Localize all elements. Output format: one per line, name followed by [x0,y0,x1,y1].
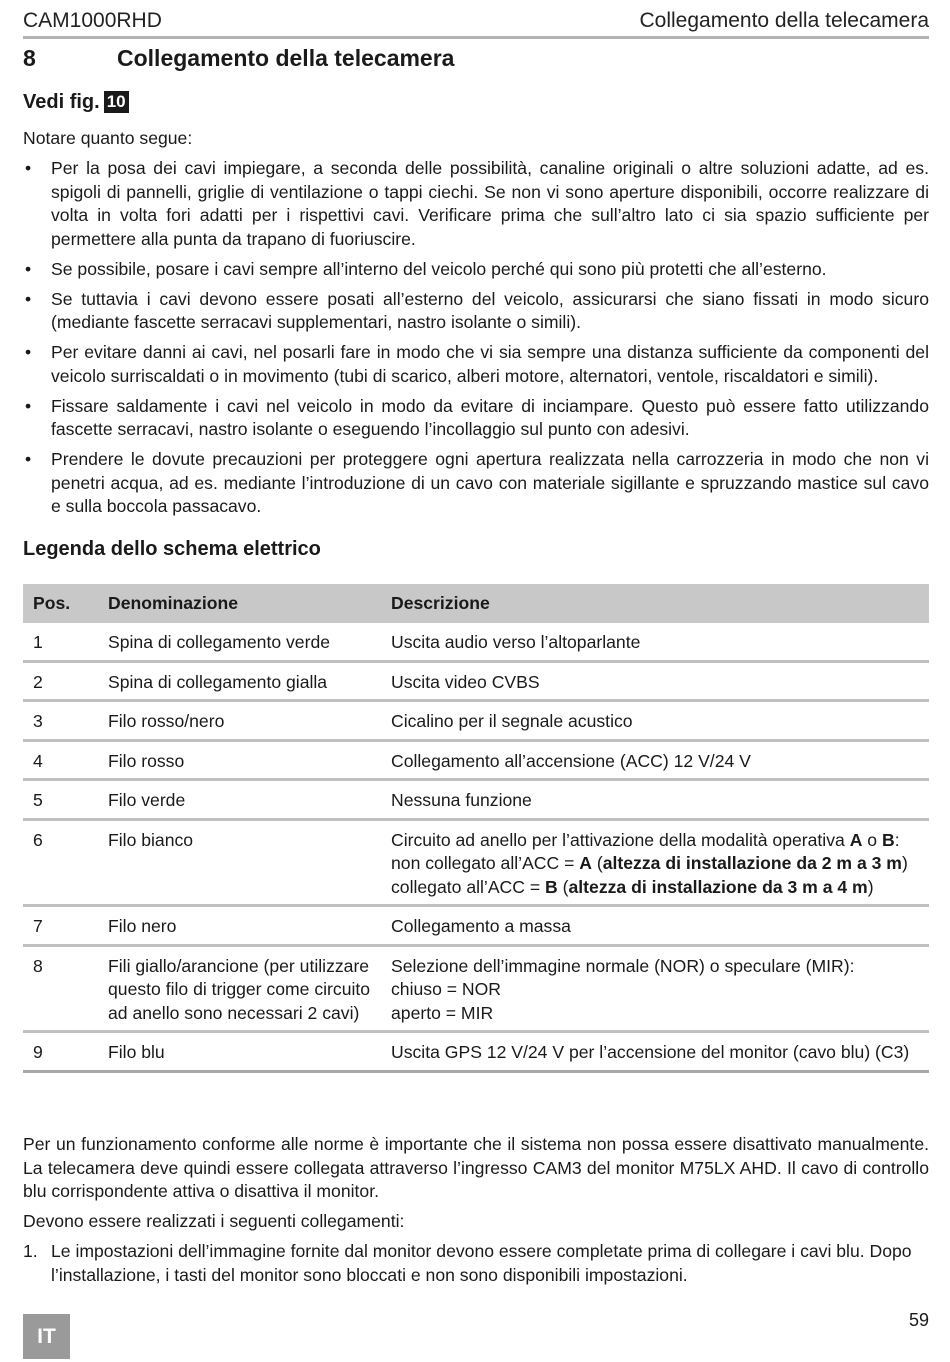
table-row [23,945,929,1032]
column-header-pos: Pos. [23,584,98,623]
legend-heading: Legenda dello schema elettrico [23,538,321,560]
cable-laying-notes [23,157,929,525]
connection-steps [23,1240,929,1287]
table-row [23,740,929,780]
cell-description: Uscita video CVBS [381,661,929,701]
cell-pos: 1 [23,623,98,661]
cell-pos: 3 [23,701,98,741]
column-header-name: Denominazione [98,584,381,623]
table-row [23,661,929,701]
list-item: • Per evitare danni ai cavi, nel posarli fare in modo che vi sia sempre una distanza sufficiente da componenti del veicolo surriscaldati o in movimento (tubi di scarico, alberi motore, alternatori, ventole, riscaldatori e simili). [25,342,929,386]
table-row [23,819,929,906]
chapter-title: Collegamento della telecamera [117,45,455,71]
cell-description: Uscita GPS 12 V/24 V per l’accensione del monitor (cavo blu) (C3) [381,1032,929,1072]
install-height-a: altezza di installazione da 2 m a 3 m [602,853,902,873]
cell-description: Collegamento a massa [381,906,929,946]
cell-description: Uscita audio verso l’altoparlante [381,623,929,661]
cell-name: Filo blu [98,1032,381,1072]
cell-pos: 7 [23,906,98,946]
bullet-icon: • [25,158,32,178]
cell-pos: 9 [23,1032,98,1072]
list-item: • Se possibile, posare i cavi sempre all’interno del veicolo perché qui sono più protetti che all’esterno. [23,258,929,282]
intro-text: Notare quanto segue: [23,128,193,148]
cell-name: Filo nero [98,906,381,946]
chapter-number: 8 [23,45,36,71]
list-item: • Per la posa dei cavi impiegare, a seconda delle possibilità, canaline originali o altre soluzioni adatte, ad es. spigoli di pannelli, griglie di ventilazione o tappi ciechi. Se non vi sono aperture disponibili, occorre realizzare di volta in volta fori adatti per i rispettivi cavi. Verificare prima che sull’altro lato ci sia spazio sufficiente per permettere alla punta da trapano di fuoriuscire. [25,158,929,249]
bullet-icon: • [25,288,32,309]
cell-pos: 2 [23,661,98,701]
header-model: CAM1000RHD [23,9,162,32]
mode-b-label: B [881,829,895,850]
cell-name: Filo rosso/nero [98,701,381,741]
figure-reference [23,88,129,116]
mode-a-label: A [849,829,863,850]
figure-reference-label: Vedi fig. [23,91,100,113]
step-number: 1. [23,1241,38,1261]
list-item: • Se tuttavia i cavi devono essere posati all’esterno del veicolo, assicurarsi che siano fissati in modo sicuro (mediante fascette serracavi supplementari, nastro isolante o simili). [25,288,929,332]
list-item: • Prendere le dovute precauzioni per proteggere ogni apertura realizzata nella carrozzeria in modo che non vi penetri acqua, ad es. mediante l’introduzione di un cavo con materiale sigillante e spruzzando mastice sul cavo e sulla boccola passacavo. [25,449,929,516]
cell-pos: 8 [23,945,98,1032]
cell-pos: 5 [23,780,98,820]
table-header-row [23,584,929,623]
table-row [23,1032,929,1072]
cell-name: Spina di collegamento verde [98,623,381,661]
bullet-icon: • [25,449,32,469]
cell-name: Filo verde [98,780,381,820]
cell-description: Circuito ad anello per l’attivazione della modalità operativa A o B: non collegato all’ACC = A (altezza di installazione da 2 m a 3 m) collegato all’ACC = B (altezza di installazione da 3 m a 4 m) [381,819,929,906]
table-row [23,623,929,661]
list-item: 1. Le impostazioni dell’immagine fornite dal monitor devono essere completate prima di collegare i cavi blu. Dopo l’installazione, i tasti del monitor sono bloccati e non sono disponibili impostazioni. [23,1241,912,1285]
paragraph: Devono essere realizzati i seguenti collegamenti: [23,1211,405,1231]
wiring-legend-table [23,584,929,1073]
table-row [23,780,929,820]
page-number: 59 [908,1310,929,1330]
cell-description: Cicalino per il segnale acustico [381,701,929,741]
cell-description: Nessuna funzione [381,780,929,820]
figure-number-badge: 10 [104,91,129,113]
install-height-b: altezza di installazione da 3 m a 4 m [568,876,868,897]
table-row [23,906,929,946]
cell-description: Collegamento all’accensione (ACC) 12 V/24 V [381,740,929,780]
cell-pos: 6 [23,819,98,906]
column-header-description: Descrizione [381,584,929,623]
cell-name: Spina di collegamento gialla [98,661,381,701]
table-row [23,701,929,741]
running-header [23,6,929,39]
bullet-icon: • [25,395,32,416]
language-badge: IT [23,1314,70,1359]
list-item: • Fissare saldamente i cavi nel veicolo in modo da evitare di inciampare. Questo può essere fatto utilizzando fascette serracavi, nastro isolante o eseguendo l’incollaggio sul punto con adesivi. [25,395,929,439]
bullet-icon: • [25,342,32,362]
cell-description: Selezione dell’immagine normale (NOR) o speculare (MIR): chiuso = NOR aperto = MIR [381,945,929,1032]
cell-name: Filo rosso [98,740,381,780]
paragraph: Per un funzionamento conforme alle norme è importante che il sistema non possa essere disattivato manualmente. La telecamera deve quindi essere collegata attraverso l’ingresso CAM3 del monitor M75LX AHD. Il cavo di controllo blu corrispondente attiva o disattiva il monitor. [23,1134,929,1201]
cell-pos: 4 [23,740,98,780]
cell-name: Fili giallo/arancione (per utilizzare questo filo di trigger come circuito ad anello sono necessari 2 cavi) [98,945,381,1032]
header-section-title: Collegamento della telecamera [639,9,929,32]
bullet-icon: • [25,258,32,279]
connection-instructions [23,1133,929,1287]
cell-name: Filo bianco [98,819,381,906]
